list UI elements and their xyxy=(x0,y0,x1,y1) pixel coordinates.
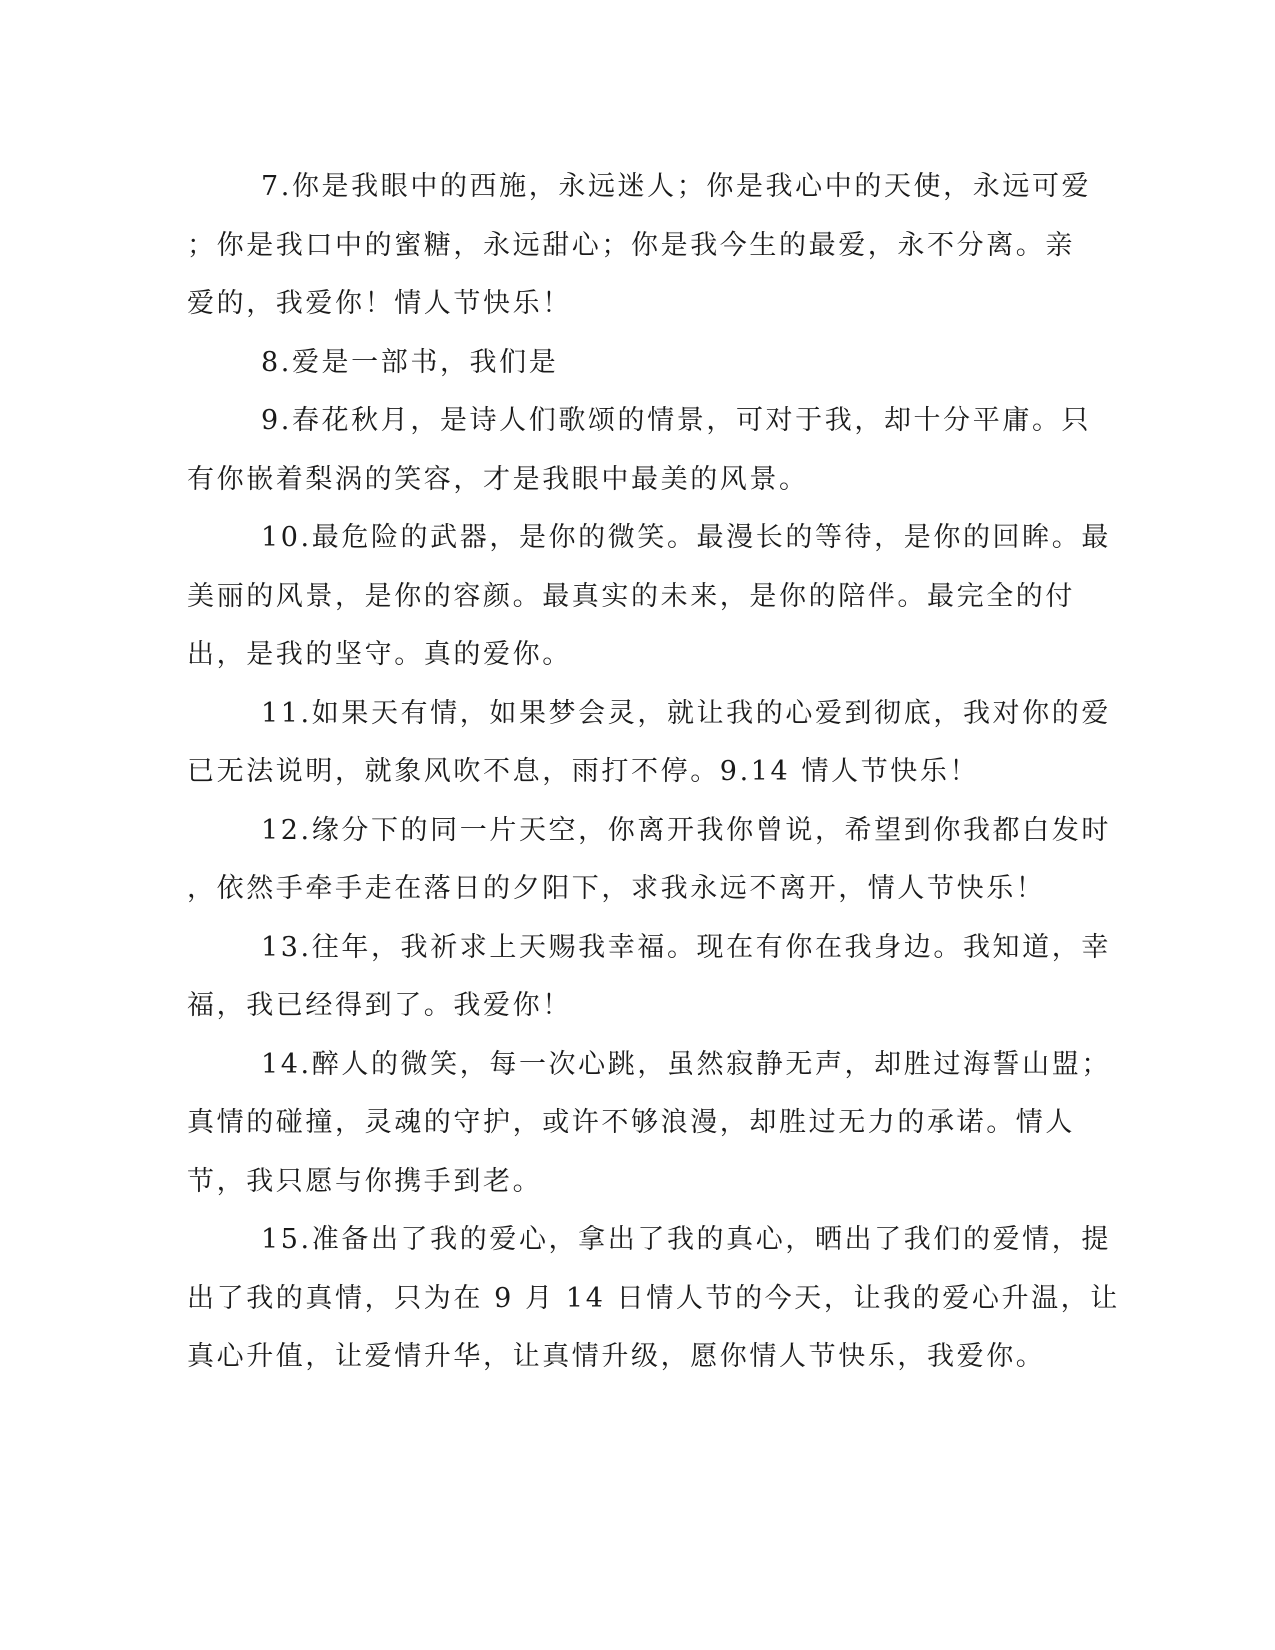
text-line: 节，我只愿与你携手到老。 xyxy=(187,1165,543,1197)
paragraph-13 xyxy=(187,919,1111,1036)
text-line: ；你是我口中的蜜糖，永远甜心；你是我今生的最爱，永不分离。亲 xyxy=(187,229,1075,261)
text-line: 真情的碰撞，灵魂的守护，或许不够浪漫，却胜过无力的承诺。情人 xyxy=(187,1107,1075,1138)
paragraph-12 xyxy=(187,802,1111,919)
text-line: 11.如果天有情，如果梦会灵，就让我的心爱到彻底，我对你的爱 xyxy=(261,697,1111,729)
text-line: 已无法说明，就象风吹不息，雨打不停。9.14 情人节快乐！ xyxy=(187,756,980,787)
paragraph-9 xyxy=(187,392,1092,509)
text-line: 真心升值，让爱情升华，让真情升级，愿你情人节快乐，我爱你。 xyxy=(187,1341,1046,1372)
text-line: 福，我已经得到了。我爱你！ xyxy=(187,990,572,1021)
text-line: 9.春花秋月，是诗人们歌颂的情景，可对于我，却十分平庸。只 xyxy=(261,405,1092,436)
paragraph-14 xyxy=(187,1036,1111,1212)
text-line: 10.最危险的武器，是你的微笑。最漫长的等待，是你的回眸。最 xyxy=(261,522,1111,553)
paragraph-10 xyxy=(187,509,1111,685)
text-line: 美丽的风景，是你的容颜。最真实的未来，是你的陪伴。最完全的付 xyxy=(187,580,1075,612)
paragraph-7 xyxy=(187,158,1092,334)
paragraph-15 xyxy=(187,1211,1120,1387)
text-line: ，依然手牵手走在落日的夕阳下，求我永远不离开，情人节快乐！ xyxy=(187,873,1046,904)
text-line: 8.爱是一部书，我们是 xyxy=(261,346,559,378)
text-line: 12.缘分下的同一片天空，你离开我你曾说，希望到你我都白发时 xyxy=(261,814,1111,846)
text-line: 有你嵌着梨涡的笑容，才是我眼中最美的风景。 xyxy=(187,463,809,495)
text-line: 13.往年，我祈求上天赐我幸福。现在有你在我身边。我知道，幸 xyxy=(261,931,1111,963)
text-line: 出了我的真情，只为在 9 月 14 日情人节的今天，让我的爱心升温，让 xyxy=(187,1282,1120,1314)
document-body xyxy=(187,158,1120,1387)
text-line: 7.你是我眼中的西施，永远迷人；你是我心中的天使，永远可爱 xyxy=(261,171,1092,202)
text-line: 出，是我的坚守。真的爱你。 xyxy=(187,639,572,670)
paragraph-11 xyxy=(187,685,1111,802)
text-line: 14.醉人的微笑，每一次心跳，虽然寂静无声，却胜过海誓山盟； xyxy=(261,1048,1111,1080)
paragraph-8 xyxy=(187,334,1067,393)
text-line: 15.准备出了我的爱心，拿出了我的真心，晒出了我们的爱情，提 xyxy=(261,1224,1111,1255)
text-line: 爱的，我爱你！情人节快乐！ xyxy=(187,288,572,319)
